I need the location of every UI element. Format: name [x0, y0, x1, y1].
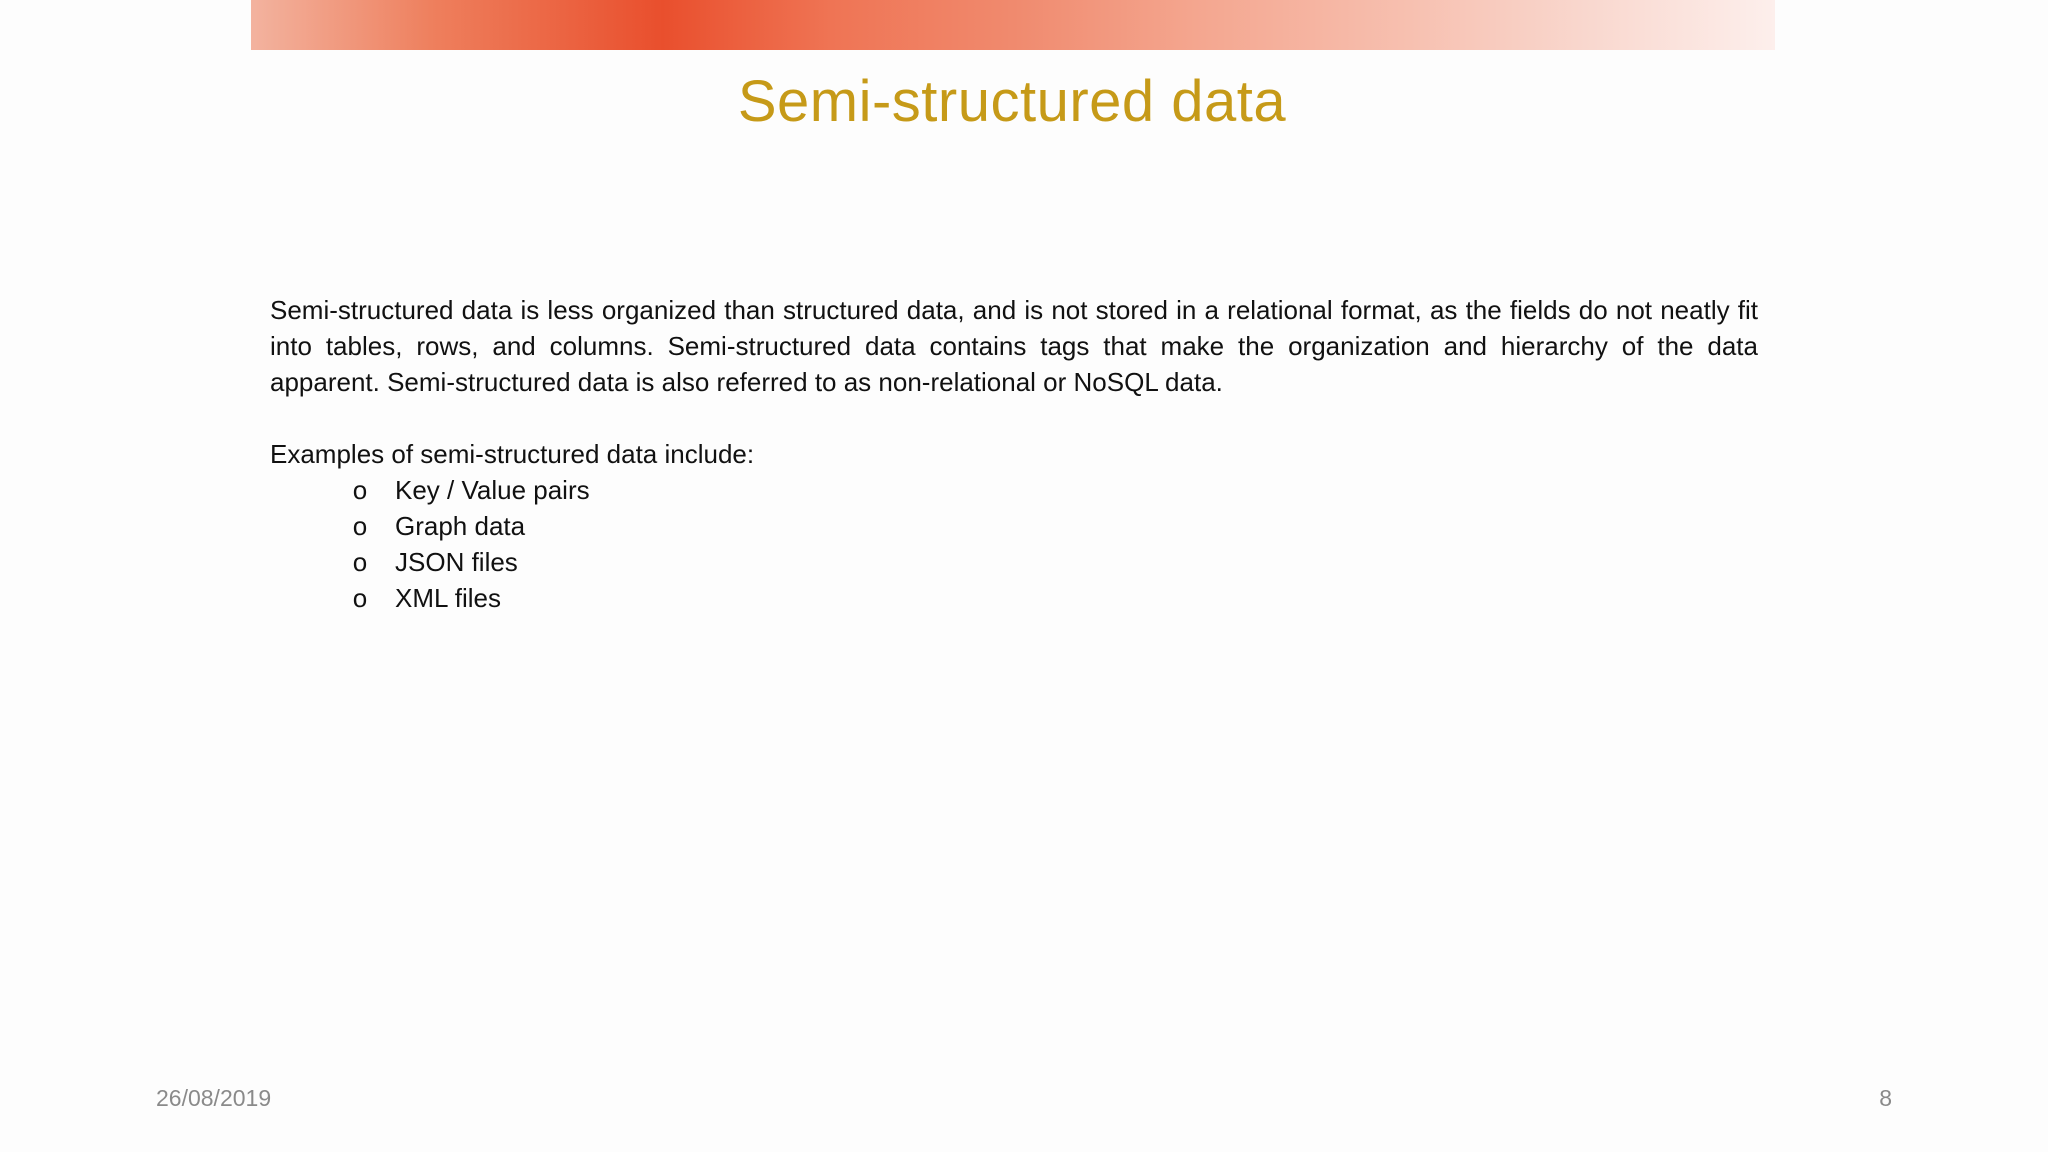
- slide-title: Semi-structured data: [737, 69, 1287, 134]
- examples-heading: Examples of semi-structured data include:: [270, 439, 755, 469]
- top-gradient-band: [251, 0, 1775, 50]
- intro-paragraph: Semi-structured data is less organized than structured data, and is not stored in a relational format, as the fields do not neatly fit into tables, rows, and columns. Semi-structured data contains tags that make the organization and hierarchy of the data apparent. Semi-structured data is also referred to as non-relational or NoSQL data.: [270, 295, 1758, 397]
- examples-list: [270, 472, 1758, 616]
- list-item-text: Graph data: [395, 511, 526, 541]
- bullet-marker: o: [352, 547, 368, 577]
- bullet-marker: o: [352, 583, 368, 613]
- list-item-text: XML files: [395, 583, 501, 613]
- footer-date: 26/08/2019: [156, 1085, 272, 1111]
- list-item: [270, 544, 1758, 580]
- list-item: [270, 472, 1758, 508]
- list-item-text: JSON files: [395, 547, 518, 577]
- list-item-text: Key / Value pairs: [395, 475, 590, 505]
- slide-content: [270, 292, 1758, 616]
- bullet-marker: o: [352, 475, 368, 505]
- list-item: [270, 508, 1758, 544]
- bullet-marker: o: [352, 511, 368, 541]
- list-item: [270, 580, 1758, 616]
- page-number: 8: [1879, 1085, 1892, 1111]
